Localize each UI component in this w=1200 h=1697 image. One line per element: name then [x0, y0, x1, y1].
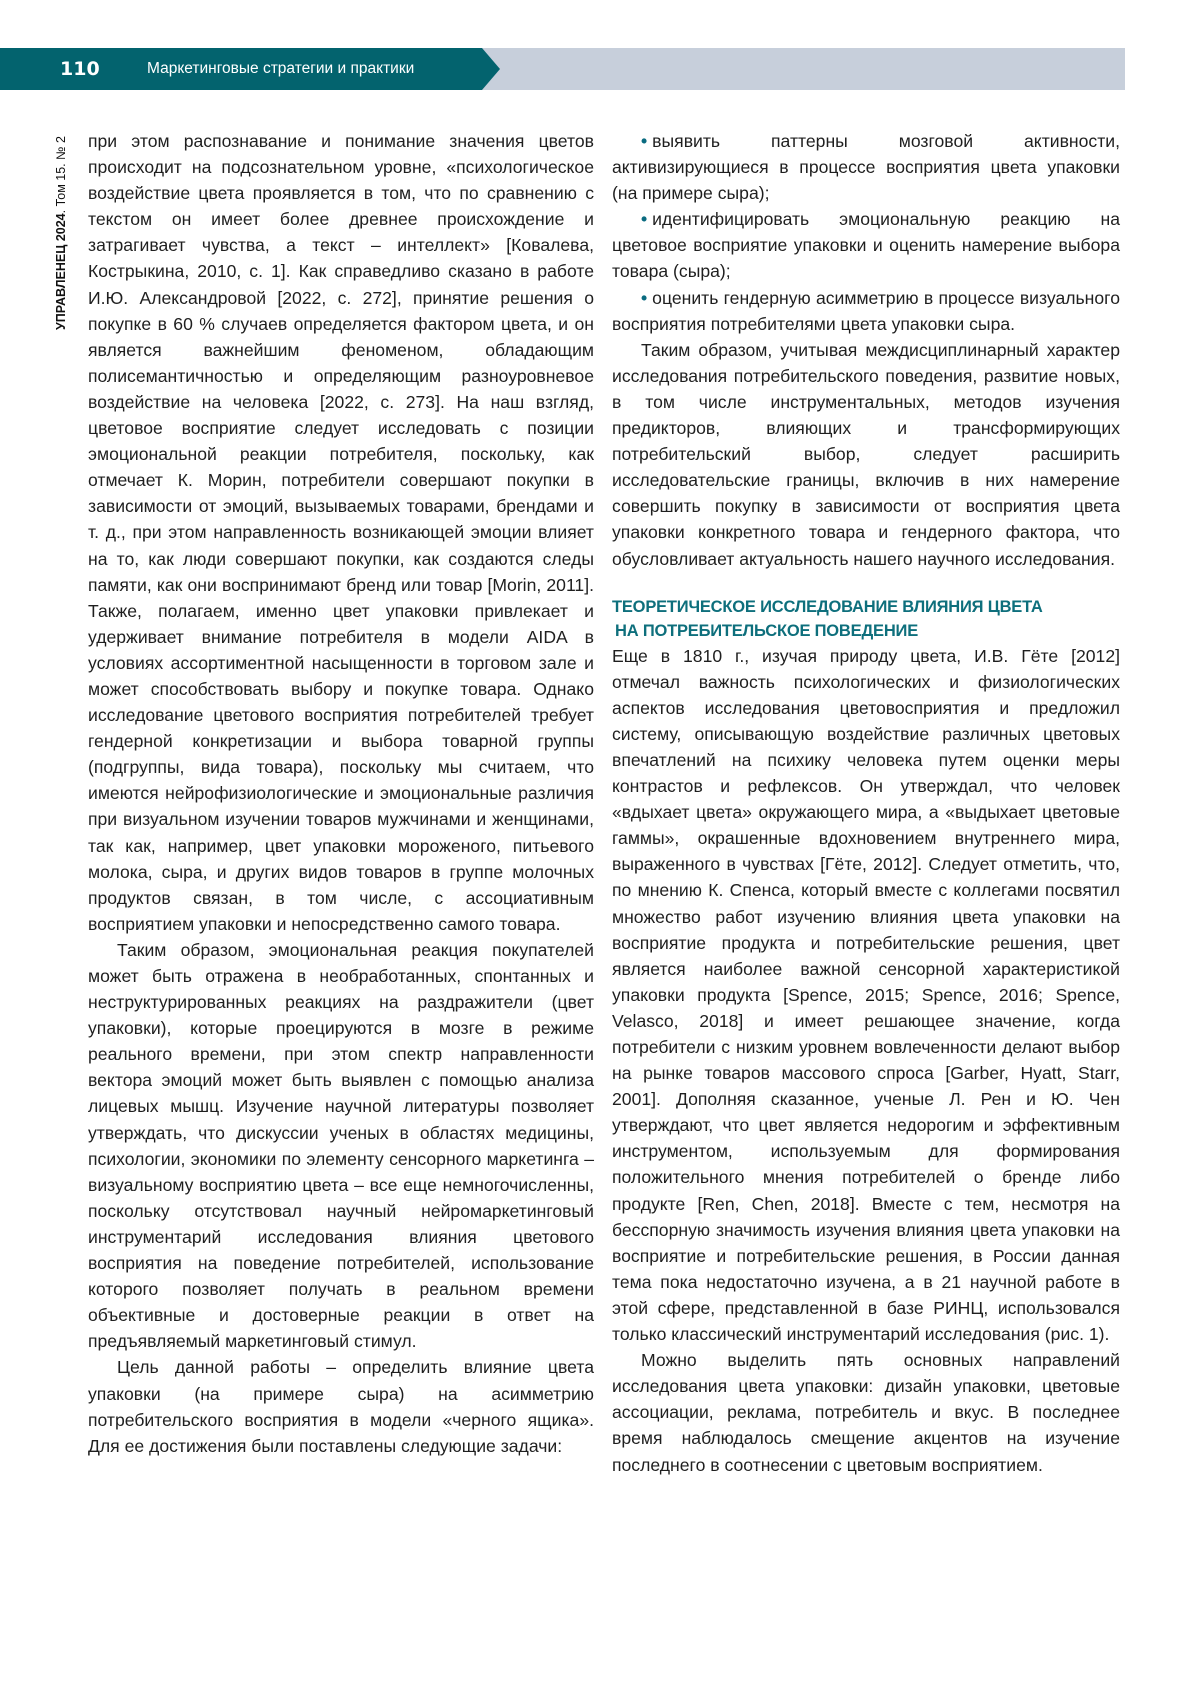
- task-text: выявить паттерны мозговой активности, активизирующиеся в процессе восприятия цвета упаковки (на примере сыра);: [612, 131, 1120, 204]
- task-list-item: [612, 285, 1120, 337]
- task-text: оценить гендерную асимметрию в процессе визуального восприятия потребителями цвета упаковки сыра.: [612, 287, 1120, 334]
- page-number: 110: [60, 58, 100, 80]
- section-heading: [612, 595, 1120, 643]
- journal-side-label: [54, 136, 68, 330]
- bullet-icon: •: [641, 209, 648, 230]
- right-column: [612, 128, 1120, 1478]
- section-heading-line: ТЕОРЕТИЧЕСКОЕ ИССЛЕДОВАНИЕ ВЛИЯНИЯ ЦВЕТА: [612, 597, 1043, 616]
- task-list-item: [612, 206, 1120, 284]
- body-paragraph: Таким образом, эмоциональная реакция покупателей может быть отражена в необработанных, спонтанных и неструктурированных реакциях на раздражители (цвет упаковки), которые проецируются в мозге в режиме реального времени, при этом спектр направленности вектора эмоций может быть выявлен с помощью анализа лицевых мышц. Изучение научной литературы позволяет утверждать, что дискуссии ученых в областях медицины, психологии, экономики по элементу сенсорного маркетинга – визуальному восприятию цвета – все еще немногочисленны, поскольку отсутствовал научный нейромаркетинговый инструментарий исследования влияния цветового восприятия на поведение потребителей, использование которого позволяет получать в реальном времени объективные и достоверные реакции в ответ на предъявляемый маркетинговый стимул.: [88, 939, 594, 1352]
- body-paragraph: Можно выделить пять основных направлений исследования цвета упаковки: дизайн упаковки, цветовые ассоциации, реклама, потребитель и вкус. В последнее время наблюдалось смещение акцентов на изучение последнего в соотнесении с цветовым восприятием.: [612, 1350, 1120, 1475]
- body-paragraph: Цель данной работы – определить влияние цвета упаковки (на примере сыра) на асимметрию потребительского восприятия в модели «черного ящика». Для ее достижения были поставлены следующие задачи:: [88, 1357, 594, 1456]
- journal-name: УПРАВЛЕНЕЦ 2024: [54, 213, 68, 330]
- body-paragraph: при этом распознавание и понимание значения цветов происходит на подсознательном уровне, «психологическое воздействие цвета проявляется в том, что по сравнению с текстом он имеет более древнее происхождение и затрагивает чувства, а текст – интеллект» [Ковалева, Кострыкина, 2010, с. 1]. Как справедливо сказано в работе И.Ю. Александровой [2022, с. 272], принятие решения о покупке в 60 % случаев определяется фактором цвета, и он является важнейшим феноменом, обладающим полисемантичностью и определяющим разноуровневое воздействие на человека [2022, с. 273]. На наш взгляд, цветовое восприятие следует исследовать с позиции эмоциональной реакции потребителя, поскольку, как отмечает К. Морин, потребители совершают покупки в зависимости от эмоций, вызываемых товарами, брендами и т. д., при этом направленность возникающей эмоции влияет на то, как люди совершают покупки, как создаются следы памяти, как они воспринимают бренд или товар [Morin, 2011]. Также, полагаем, именно цвет упаковки привлекает и удерживает внимание потребителя в модели AIDA в условиях ассортиментной насыщенности в торговом зале и может способствовать выбору и покупке товара. Однако исследование цветового восприятия потребителей требует гендерной конкретизации и выбора товарной группы (подгруппы, вида товара), поскольку мы считаем, что имеются нейрофизиологические и эмоциональные различия при визуальном изучении товаров мужчинами и женщинами, так как, например, цвет упаковки мороженого, питьевого молока, сыра, и других видов товаров в группе молочных продуктов связан, в том числе, с ассоциативным восприятием упаковки и непосредственно самого товара.: [88, 131, 594, 934]
- body-paragraph: Еще в 1810 г., изучая природу цвета, И.В. Гёте [2012] отмечал важность психологических и физиологических аспектов исследования цветовосприятия и предложил систему, описывающую воздействие различных цветовых впечатлений на психику человека путем оценки меры контрастов и рефлексов. Он утверждал, что человек «вдыхает цвета» окружающего мира, а «выдыхает цветовые гаммы», окрашенные вдохновением внутреннего мира, выраженного в чувствах [Гёте, 2012]. Следует отметить, что, по мнению К. Спенса, который вместе с коллегами посвятил множество работ изучению влияния цвета упаковки на восприятие продукта и потребительские решения, цвет является наиболее важной сенсорной характеристикой упаковки продукта [Spence, 2015; Spence, 2016; Spence, Velasco, 2018] и имеет решающее значение, когда потребители с низким уровнем вовлеченности делают выбор на рынке товаров массового спроса [Garber, Hyatt, Starr, 2001]. Дополняя сказанное, ученые Л. Рен и Ю. Чен утверждают, что цвет является недорогим и эффективным инструментом, используемым для формирования положительного мнения потребителей о бренде либо продукте [Ren, Chen, 2018]. Вместе с тем, несмотря на бесспорную значимость изучения влияния цвета упаковки на восприятие и потребительские решения, в России данная тема пока недостаточно изучена, а в 21 научной работе в этой сфере, представленной в базе РИНЦ, использовался только классический инструментарий исследования (рис. 1).: [612, 645, 1120, 1345]
- journal-issue: . Том 15. № 2: [54, 136, 68, 214]
- task-text: идентифицировать эмоциональную реакцию на цветовое восприятие упаковки и оценить намерение выбора товара (сыра);: [612, 209, 1120, 282]
- left-column: [88, 128, 594, 1459]
- body-paragraph: Таким образом, учитывая междисциплинарный характер исследования потребительского поведения, развитие новых, в том числе инструментальных, методов изучения предикторов, влияющих и трансформирующих потребительский выбор, следует расширить исследовательские границы, включив в них намерение совершить покупку в зависимости от восприятия цвета упаковки конкретного товара и гендерного фактора, что обусловливает актуальность нашего научного исследования.: [612, 339, 1120, 569]
- task-list-item: [612, 128, 1120, 206]
- bullet-icon: •: [641, 287, 648, 308]
- section-heading-line: НА ПОТРЕБИТЕЛЬСКОЕ ПОВЕДЕНИЕ: [615, 621, 918, 640]
- section-title: Маркетинговые стратегии и практики: [147, 60, 415, 77]
- bullet-icon: •: [641, 131, 648, 151]
